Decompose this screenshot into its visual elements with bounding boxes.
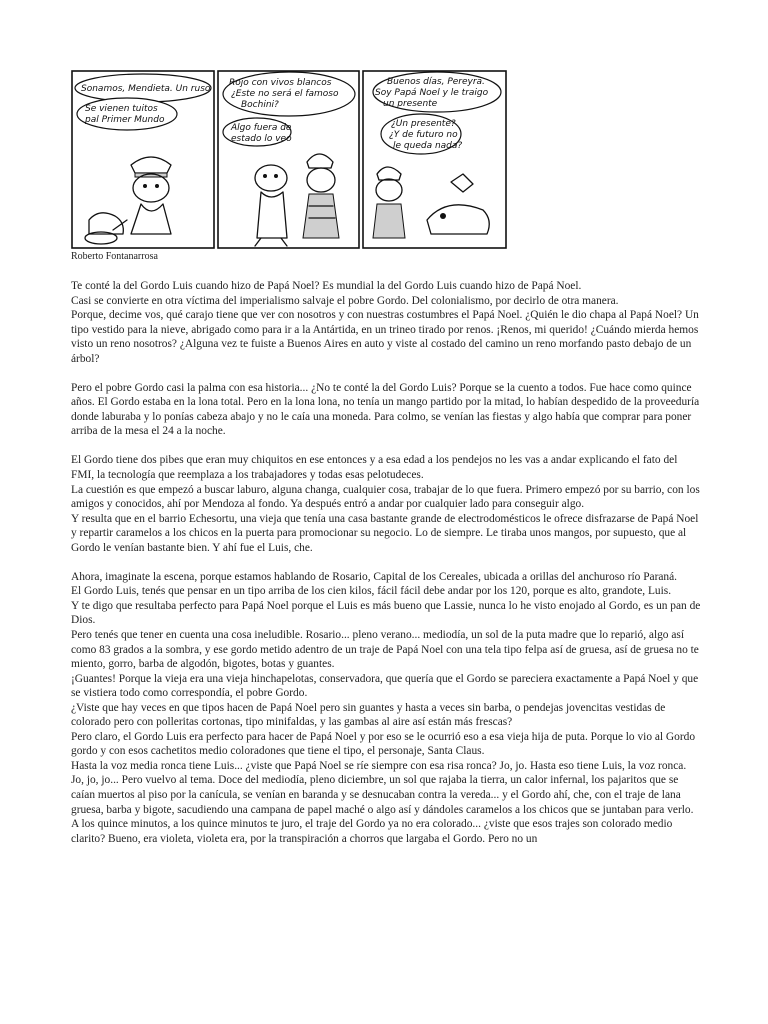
- comic-credit: Roberto Fontanarrosa: [71, 251, 158, 262]
- paragraph-line: Pero el pobre Gordo casi la palma con esa historia... ¿No te conté la del Gordo Luis? Porque se la cuento a todos. Fue hace como quince años. El Gordo estaba en la lona total. Pero en la lona lona, no tenía un mango partido por la mitad, lo habían despedido de la proveeduría donde laburaba y lo ponías cabeza abajo y no le caía una moneda. Para colmo, se venían las fiestas y algo había que comprar para poner arriba de la mesa el 24 a la noche.: [71, 381, 700, 438]
- paragraph-line: El Gordo tiene dos pibes que eran muy chiquitos en ese entonces y a esa edad a los pendejos no les vas a andar explicando el fato del FMI, la tecnología que reemplaza a los trabajadores y todas esas pelotudeces.: [71, 454, 678, 482]
- paragraph-line: La cuestión es que empezó a buscar laburo, alguna changa, cualquier cosa, trabajar de lo que fuera. Primero empezó por su barrio, con los amigos y conocidos, ahí por Mendoza al fondo. Ya después entró a andar por cualquier lado para conseguir algo.: [71, 483, 700, 511]
- panel3-bubble1-text: Buenos días, Pereyra. Soy Papá Noel y le traigo un presente: [375, 77, 489, 109]
- comic-panel-2: [218, 71, 359, 248]
- paragraph-line: Porque, decime vos, qué carajo tiene que ver con nosotros y con nuestras costumbres el Papá Noel. ¿Quién le dio chapa al Papá Noel? Un tipo vestido para la nieve, abrigado como para ir a la Antártida, en un trineo tirado por renos. ¡Renos, mi querido! ¿Cuándo mierda hemos visto un reno nosotros? ¿Alguna vez te fuiste a Buenos Aires en auto y viste al costado del camino un reno morfando pasto debajo de un árbol?: [71, 309, 699, 365]
- article-body: [71, 279, 703, 861]
- paragraph-line: Jo, jo, jo... Pero vuelvo al tema. Doce del mediodía, pleno diciembre, un sol que rajaba la tierra, un calor infernal, los pajaritos que se caían muertos al piso por la canícula, se venían en baranda y se desnucaban contra la vereda... y el Gordo ahí, che, con el traje de lana gruesa, barba y bigote, sacudiendo una campana de papel maché o algo así y dándoles caramelos a los chicos que se juntaban para verlo.: [71, 774, 694, 816]
- paragraph-line: Hasta la voz media ronca tiene Luis... ¿viste que Papá Noel se ríe siempre con esa risa ronca? Jo, jo. Hasta eso tiene Luis, la voz ronca.: [71, 759, 687, 772]
- paragraph: [71, 381, 703, 439]
- paragraph-line: A los quince minutos, a los quince minutos te juro, el traje del Gordo ya no era colorado... ¿viste que esos trajes son colorado medio clarito? Bueno, era violeta, violeta era, por la transpiración a chorros que largaba el Gordo. Pero no un: [71, 818, 673, 845]
- panel1-bubble2-text: Se vienen tuitos pal Primer Mundo: [85, 104, 165, 125]
- paragraph-line: Pero tenés que tener en cuenta una cosa ineludible. Rosario... pleno verano... mediodía, un sol de la puta madre que lo reparió, algo así como 83 grados a la sombra, y ese gordo metido adentro de un traje de Papá Noel con una tela tipo felpa así de gruesa, así de gruesa no te miento, gorro, barba de algodón, bigotes, botas y guantes.: [71, 628, 699, 671]
- paragraph: [71, 279, 703, 366]
- panel3-bubble2-text: ¿Un presente? ¿Y de futuro no le queda nada?: [389, 119, 463, 151]
- comic-panel-3: [363, 71, 506, 248]
- paragraph-line: ¡Guantes! Porque la vieja era una vieja hinchapelotas, conservadora, que quería que el Gordo se pareciera exactamente a Papá Noel y que se vistiera todo como correspondía, el pobre Gordo.: [71, 672, 699, 700]
- paragraph-line: Y resulta que en el barrio Echesortu, una vieja que tenía una casa bastante grande de electrodomésticos le ofrece disfrazarse de Papá Noel y repartir caramelos a los chicos en la puerta para promocionar su negocio. Lo de siempre. Le tiraba unos mangos, por supuesto, que al Gordo le venían bastante bien. Y ahí fue el Luis, che.: [71, 512, 699, 554]
- paragraph-line: El Gordo Luis, tenés que pensar en un tipo arriba de los cien kilos, fácil fácil debe andar por los 120, porque es alto, grandote, Luis.: [71, 585, 672, 598]
- paragraph-line: Y te digo que resultaba perfecto para Papá Noel porque el Luis es más bueno que Lassie, nunca lo he visto enojado al Gordo, es un pan de Dios.: [71, 599, 701, 627]
- panel2-bubble2-text: Algo fuera de estado lo veo: [231, 123, 292, 144]
- paragraph: [71, 570, 703, 846]
- panel1-bubble1-text: Sonamos, Mendieta. Un ruso: [81, 84, 211, 94]
- paragraph-line: ¿Viste que hay veces en que tipos hacen de Papá Noel pero sin guantes y hasta a veces sin barba, o pendejas jovencitas vestidas de colorado pero con polleritas cortonas, tipo minifaldas, y las gambas al aire así están más frescas?: [71, 701, 666, 729]
- paragraph-line: Pero claro, el Gordo Luis era perfecto para hacer de Papá Noel y por eso se le ocurrió eso a esa vieja hija de puta. Porque lo vio al Gordo gordo y con esos cachetitos medio coloradones que tiene el tipo, el personaje, Santa Claus.: [71, 730, 696, 758]
- comic-strip: [71, 70, 507, 250]
- paragraph: [71, 453, 703, 555]
- panel2-bubble1-text: Rojo con vivos blancos ¿Este no será el famoso Bochini?: [229, 78, 339, 110]
- paragraph-line: Casi se convierte en otra víctima del imperialismo salvaje el pobre Gordo. Del colonialismo, por decirlo de otra manera.: [71, 294, 619, 307]
- comic-panel-1: [72, 71, 214, 248]
- paragraph-line: Ahora, imaginate la escena, porque estamos hablando de Rosario, Capital de los Cereales, ubicada a orillas del anchuroso río Paraná.: [71, 570, 678, 583]
- paragraph-line: Te conté la del Gordo Luis cuando hizo de Papá Noel? Es mundial la del Gordo Luis cuando hizo de Papá Noel.: [71, 280, 582, 292]
